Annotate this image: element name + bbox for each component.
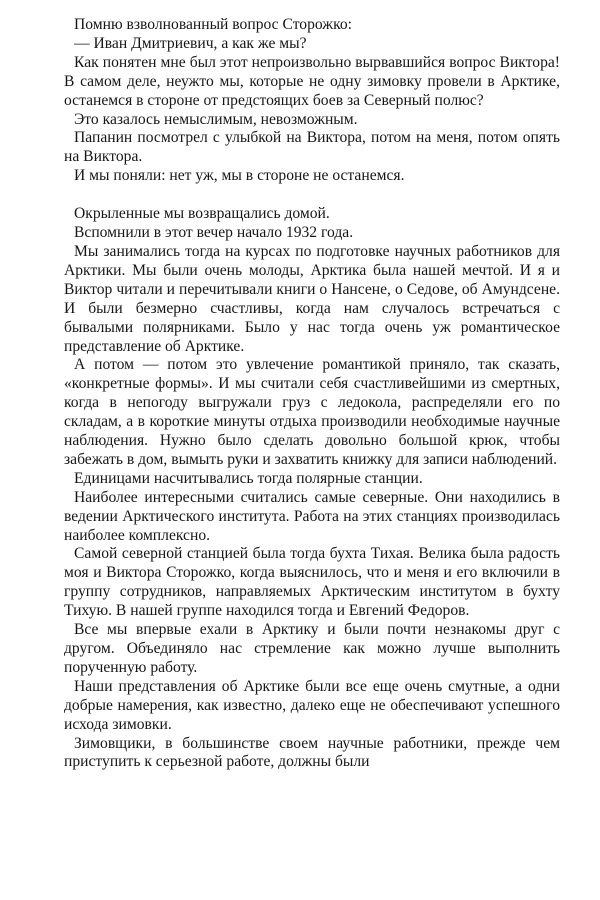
paragraph-2-2: Вспомнили в этот вечер начало 1932 года. — [74, 224, 354, 242]
paragraph-2-9: Наши представления об Арктике были все еще очень смутные, а одни добрые намерения, как известно, далеко еще не обеспечивают успешного исхода зимовки. — [64, 677, 560, 733]
paragraph-1-4: Это казалось немыслимым, невозможным. — [74, 110, 358, 128]
paragraph-1-2: — Иван Дмитриевич, а как же мы? — [74, 34, 307, 52]
paragraph-2-1: Окрыленные мы возвращались домой. — [74, 205, 330, 223]
paragraph-1-5: Папанин посмотрел с улыбкой на Виктора, потом на меня, потом опять на Виктора. — [64, 129, 560, 166]
book-page — [64, 16, 560, 772]
paragraph-2-10: Зимовщики, в большинстве своем научные работники, прежде чем приступить к серьезной работе, должны были — [64, 734, 560, 771]
paragraph-1-3: Как понятен мне был этот непроизвольно вырвавшийся вопрос Виктора! В самом деле, неужто мы, которые не одну зимовку провели в Арктике, останемся в стороне от предстоящих боев за Северный полюс? — [64, 53, 560, 109]
paragraph-2-8: Все мы впервые ехали в Арктику и были почти незнакомы друг с другом. Объединяло нас стремление как можно лучше выполнить порученную работу. — [64, 621, 560, 676]
paragraph-2-5: Единицами насчитывались тогда полярные станции. — [74, 469, 423, 487]
paragraph-2-6: Наиболее интересными считались самые северные. Они находились в ведении Арктического института. Работа на этих станциях производилась наиболее комплексно. — [64, 488, 560, 544]
paragraph-2-7: Самой северной станцией была тогда бухта Тихая. Велика была радость моя и Виктора Сторожко, когда выяснилось, что и меня и его включили в группу сотрудников, направляемых Арктическим институтом в бухту Тихую. В нашей группе находился тогда и Евгений Федоров. — [64, 545, 560, 620]
section-gap — [64, 186, 560, 205]
paragraph-1-6: И мы поняли: нет уж, мы в стороне не останемся. — [74, 167, 405, 185]
paragraph-2-3: Мы занимались тогда на курсах по подготовке научных работников для Арктики. Мы были очень молоды, Арктика была нашей мечтой. И я и Виктор читали и перечитывали книги о Нансене, о Седове, об Амундсене. И были безмерно счастливы, когда нам случалось встречаться с бывалыми полярниками. Было у нас тогда очень уж романтическое представление об Арктике. — [64, 242, 560, 355]
paragraph-2-4: А потом — потом это увлечение романтикой приняло, так сказать, «конкретные формы». И мы считали себя счастливейшими из смертных, когда в непогоду выгружали груз с ледокола, распределяли его по складам, а в короткие минуты отдыха производили необходимые научные наблюдения. Нужно было сделать довольно большой крюк, чтобы забежать в дом, вымыть руки и захватить книжку для записи наблюдений. — [64, 356, 560, 468]
paragraph-1-1: Помню взволнованный вопрос Сторожко: — [74, 16, 352, 33]
